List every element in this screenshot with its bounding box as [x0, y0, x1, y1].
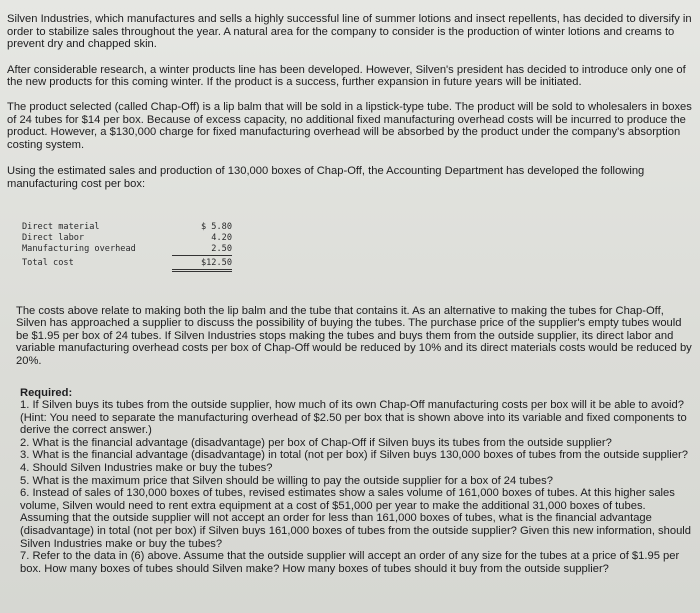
row-value: 2.50: [172, 244, 232, 256]
row-value: 4.20: [211, 232, 232, 243]
required-list: [7, 399, 692, 575]
row-label: Direct material: [22, 221, 100, 232]
required-heading: Required:: [20, 386, 73, 399]
alternative-paragraph: The costs above relate to making both the lip balm and the tube that contains it. As an alternative to making the tubes for Chap-Off, Silven has approached a supplier to discuss the possibility of buying the tubes. The purchase price of the supplier's empty tubes would be $1.95 per box of 24 tubes. If Silven Industries stops making the tubes and buys them from the outside supplier, its direct labor and variable manufacturing overhead costs per box of Chap-Off would be reduced by 10% and its direct materials costs would be reduced by 20%.: [16, 304, 692, 367]
list-item: 2. What is the financial advantage (disadvantage) per box of Chap-Off if Silven buys its tubes from the outside supplier?: [20, 436, 612, 449]
row-label: Manufacturing overhead: [22, 243, 136, 254]
product-paragraph: The product selected (called Chap-Off) is a lip balm that will be sold in a lipstick-type tube. The product will be sold to wholesalers in boxes of 24 tubes for $14 per box. Because of excess capacity, no additional fixed manufacturing overhead costs will be incurred to produce the product. However, a $130,000 charge for fixed manufacturing overhead will be absorbed by the product under the company's absorption costing system.: [7, 100, 692, 151]
cost-intro-paragraph: Using the estimated sales and production of 130,000 boxes of Chap-Off, the Accounting Department has developed the following manufacturing cost per box:: [7, 165, 645, 190]
list-item: 4. Should Silven Industries make or buy the tubes?: [20, 462, 273, 475]
table-row: [22, 222, 232, 233]
table-row: [22, 244, 232, 256]
cost-per-box-table: [22, 222, 232, 272]
list-item: 7. Refer to the data in (6) above. Assume that the outside supplier will accept an order of any size for the tubes at a price of $1.95 per box. How many boxes of tubes should Silven make? How many boxes of tubes should it buy from the outside supplier?: [20, 550, 680, 575]
intro-paragraph: Silven Industries, which manufactures and sells a highly successful line of summer lotions and insect repellents, has decided to diversify in order to stabilize sales throughout the year. A natural area for the company to consider is the production of winter lotions and creams to prevent dry and chapped skin.: [7, 13, 692, 51]
row-value: $ 5.80: [200, 221, 232, 232]
table-row-total: [22, 255, 232, 270]
list-item: 1. If Silven buys its tubes from the outside supplier, how much of its own Chap-Off manufacturing costs per box will it be able to avoid? (Hint: You need to separate the manufacturing overhead of $2.50 per box that is shown above into its variable and fixed components to derive the correct answer.): [20, 399, 687, 437]
research-paragraph: After considerable research, a winter products line has been developed. However, Silven's president has decided to introduce only one of the new products for this coming winter. If the product is a success, further expansion in future years will be initiated.: [7, 63, 686, 89]
row-label: Direct labor: [22, 232, 85, 243]
list-item: 5. What is the maximum price that Silven should be willing to pay the outside supplier for a box of 24 tubes?: [20, 474, 553, 487]
row-value: $12.50: [172, 255, 232, 270]
table-row: [22, 233, 232, 244]
list-item: 6. Instead of sales of 130,000 boxes of tubes, revised estimates show a sales volume of 161,000 boxes of tubes. At this higher sales volume, Silven would need to rent extra equipment at a cost of $51,000 per year to make the additional 31,000 boxes of tubes. Assuming that the outside supplier will not accept an order for less than 161,000 boxes of tubes, what is the financial advantage (disadvantage) in total (not per box) if Silven buys 161,000 boxes of tubes from the outside supplier? Given this new information, should Silven Industries make or buy the tubes?: [20, 487, 692, 550]
row-label: Total cost: [22, 258, 74, 269]
list-item: 3. What is the financial advantage (disadvantage) in total (not per box) if Silven buys 130,000 boxes of tubes from the outside supplier?: [20, 449, 688, 462]
